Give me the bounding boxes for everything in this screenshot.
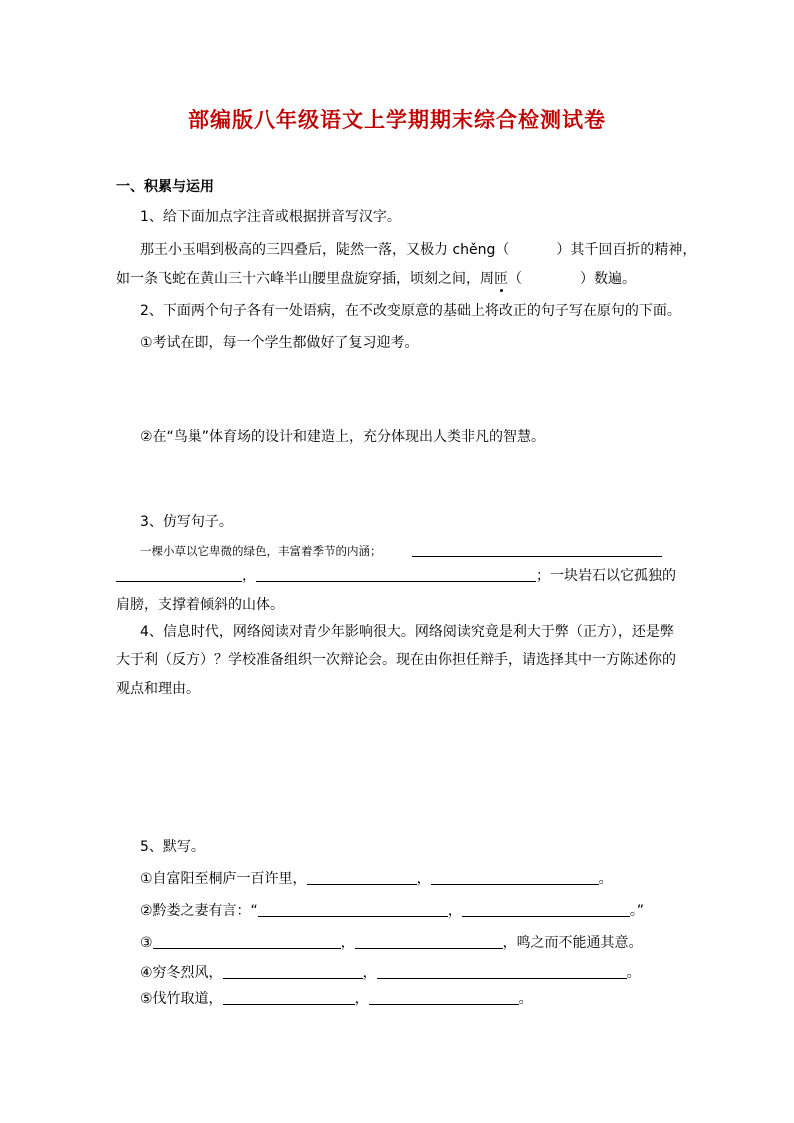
q4-line-2: 大于利（反方）？学校准备组织一次辩论会。现在由你担任辩手，请选择其中一方陈述你的 (116, 652, 676, 668)
q3-separator: ， (242, 568, 256, 584)
q5-row4-text: ④穷冬烈风， (140, 965, 223, 981)
q5-row5-comma: ， (354, 991, 369, 1007)
q1-line2-part-c: ）数遍。 (580, 271, 636, 287)
section-heading: 一、积累与运用 (116, 179, 214, 195)
q5-row4-end: 。 (626, 965, 641, 981)
q5-row-1 (140, 870, 613, 888)
q5-row5-end: 。 (518, 991, 533, 1007)
q5-row4-comma: ， (362, 965, 377, 981)
q3-line-3: 肩膀，支撑着倾斜的山体。 (116, 597, 284, 613)
q5-row-3 (140, 934, 643, 952)
q1-line2-part-a: 如一条飞蛇在黄山三十六峰半山腰里盘旋穿插，顷刻之间，周 (116, 271, 494, 287)
q5-row1-blank-1[interactable] (307, 870, 417, 885)
q5-prompt: 5、默写。 (140, 839, 205, 855)
q5-row-2 (140, 902, 644, 920)
q5-row3-end: ，鸣之而不能通其意。 (502, 935, 643, 951)
q5-row2-comma: ， (447, 903, 462, 919)
q5-row2-text: ②黔娄之妻有言：“ (140, 903, 258, 919)
q5-row-4 (140, 964, 641, 982)
q5-row-5 (140, 990, 533, 1008)
q5-row1-text: ①自富阳至桐庐一百许里， (140, 871, 307, 887)
q5-row4-blank-1[interactable] (223, 964, 363, 979)
q5-row2-end: 。” (629, 903, 645, 919)
q5-row5-blank-2[interactable] (369, 990, 519, 1005)
q1-line1-part-a: 那王小玉唱到极高的三四叠后，陡然一落，又极力 chěng（ (140, 242, 510, 258)
q3-model-sentence: 一棵小草以它卑微的绿色，丰富着季节的内涵； (140, 544, 382, 558)
q3-line2-end: ；一块岩石以它孤独的 (536, 568, 676, 584)
q5-row3-blank-1[interactable] (153, 934, 341, 949)
q1-text-line-1 (140, 241, 696, 259)
q3-line-2 (116, 567, 676, 585)
q5-row3-text: ③ (140, 935, 153, 951)
q1-line1-part-b: ）其千回百折的精神， (556, 242, 697, 258)
q2-sentence-1: ①考试在即，每一个学生都做好了复习迎考。 (140, 335, 419, 351)
q1-text-line-2 (116, 270, 636, 288)
q5-row4-blank-2[interactable] (377, 964, 627, 979)
q5-row2-blank-2[interactable] (462, 902, 630, 917)
q2-prompt: 2、下面两个句子各有一处语病，在不改变原意的基础上将改正的句子写在原句的下面。 (140, 303, 681, 319)
q3-prompt: 3、仿写句子。 (140, 514, 233, 530)
q3-blank-3[interactable] (256, 567, 536, 582)
q5-row1-end: 。 (598, 871, 613, 887)
q5-row5-text: ⑤伐竹取道， (140, 991, 223, 1007)
q5-row1-comma: ， (416, 871, 431, 887)
page-title: 部编版八年级语文上学期期末综合检测试卷 (188, 107, 606, 132)
q3-blank-1[interactable] (412, 542, 662, 557)
q1-prompt: 1、给下面加点字注音或根据拼音写汉字。 (140, 209, 401, 225)
q2-sentence-2: ②在“鸟巢”体育场的设计和建造上，充分体现出人类非凡的智慧。 (140, 429, 546, 445)
q3-line-1 (140, 542, 662, 560)
q4-line-3: 观点和理由。 (116, 681, 200, 697)
dotted-character: 匝 (494, 271, 508, 287)
q4-line-1: 4、信息时代，网络阅读对青少年影响很大。网络阅读究竟是利大于弊（正方），还是弊 (140, 624, 674, 640)
q5-row1-blank-2[interactable] (431, 870, 599, 885)
q3-blank-2[interactable] (116, 567, 242, 582)
q5-row3-comma: ， (340, 935, 355, 951)
q5-row2-blank-1[interactable] (258, 902, 448, 917)
q5-row5-blank-1[interactable] (223, 990, 355, 1005)
q1-line2-part-b: （ (508, 271, 522, 287)
q5-row3-blank-2[interactable] (355, 934, 503, 949)
